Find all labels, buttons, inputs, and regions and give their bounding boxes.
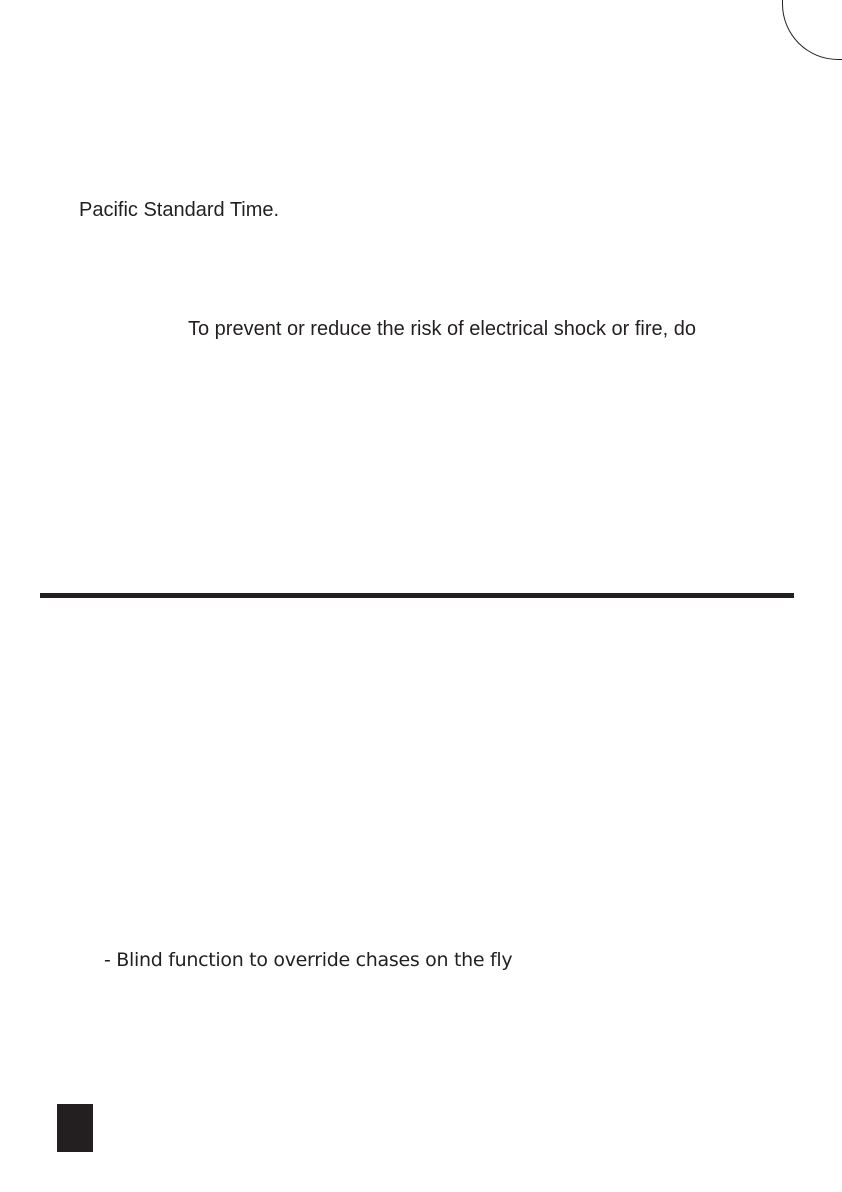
corner-crop-mark (782, 0, 842, 60)
safety-warning-text: To prevent or reduce the risk of electrical shock or fire, do (188, 318, 697, 340)
feature-list-item: - Blind function to override chases on the fly (104, 949, 513, 971)
time-zone-text: Pacific Standard Time. (79, 199, 280, 221)
page-tab-marker (57, 1104, 93, 1152)
section-divider (40, 593, 794, 598)
